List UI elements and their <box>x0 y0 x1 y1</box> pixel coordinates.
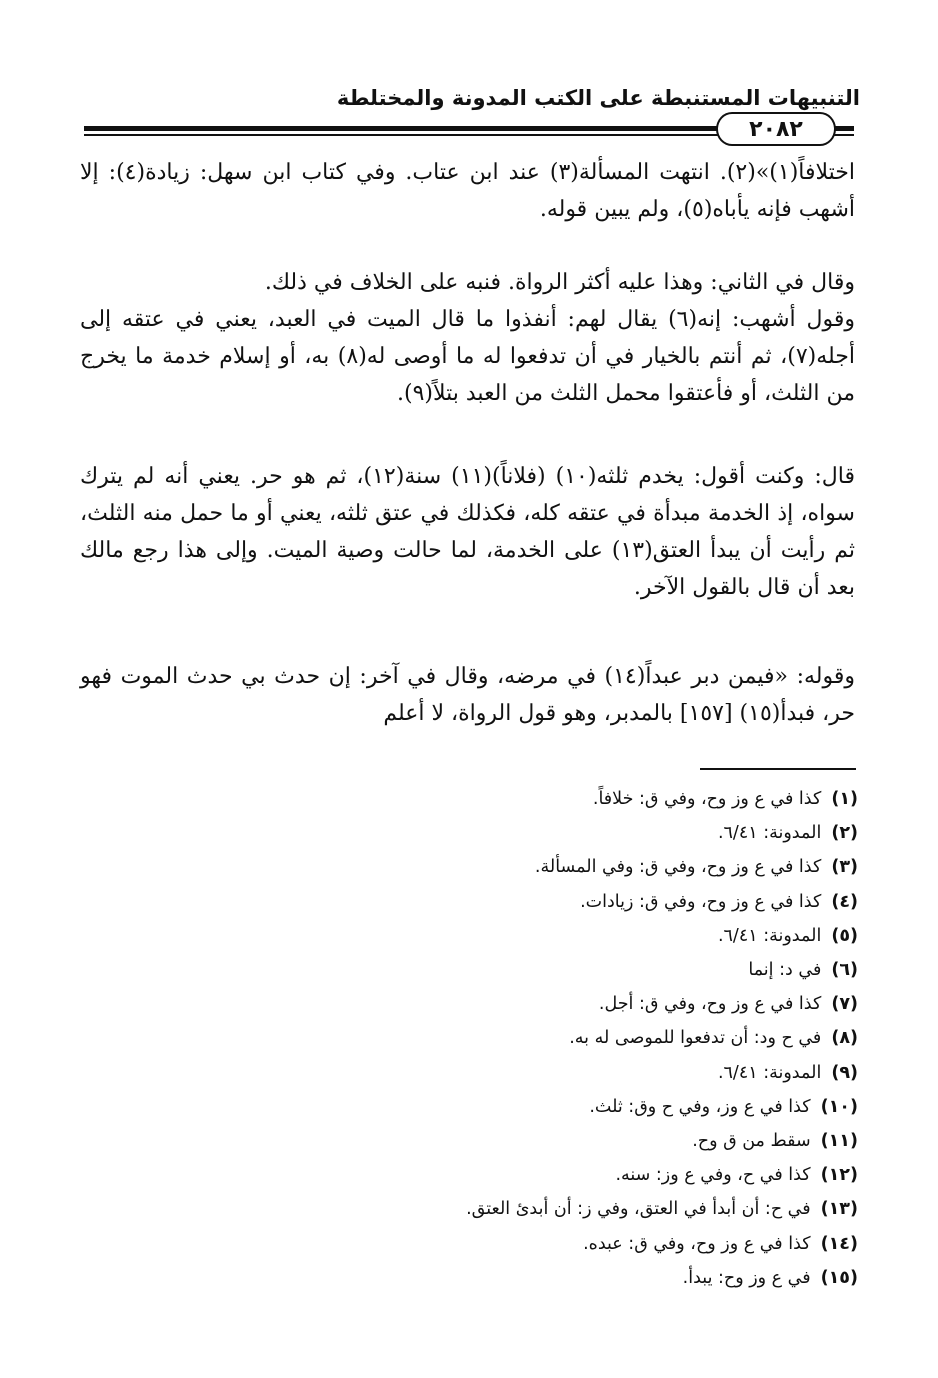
footnote: (١)كذا في ع وز وح، وفي ق: خلافاً. <box>592 789 858 809</box>
footnote: (٨)في ح ود: أن تدفعوا للموصى له به. <box>569 1028 858 1049</box>
paragraph-text: قال: وكنت أقول: يخدم ثلثه(١٠) (فلاناً)(١١) سنة(١٢)، ثم هو حر. يعني أنه لم يترك سواه، إذ الخدمة مبدأة في عتقه كله، فكذلك في عتق ثلثه، يعني أو ما حمل منه الثلث، ثم رأيت أن يبدأ العتق(١٣) على الخدمة، لما حالت وصية الميت. وإلى هذا رجع مالك بعد أن قال بالقول الآخر. <box>80 464 856 600</box>
paragraph-text: وقول أشهب: إنه(٦) يقال لهم: أنفذوا ما قال الميت في العبد، يعني في عتقه إلى أجله(٧)، ثم أنتم بالخيار في أن تدفعوا له ما أوصى له(٨) به، أو إسلام خدمة ما يخرج من الثلث، أو فأعتقوا محمل الثلث من العبد بتلاً(٩). <box>80 307 856 406</box>
page-number: ٢٠٨٢ <box>716 112 836 146</box>
footnote: (٩)المدونة: ٦/٤١. <box>717 1062 858 1083</box>
paragraph-3 <box>80 458 855 606</box>
footnote: (١٣)في ح: أن أبدأ في العتق، وفي ز: أن أبدئ العتق. <box>466 1199 858 1220</box>
paragraph-text: وقال في الثاني: وهذا عليه أكثر الرواة. فنبه على الخلاف في ذلك. <box>264 270 855 295</box>
footnote: (٥)المدونة: ٦/٤١. <box>717 925 858 946</box>
footnote: (٦)في د: إنما <box>748 960 858 981</box>
paragraph-1 <box>80 154 855 228</box>
footnotes <box>340 782 858 1295</box>
paragraph-2 <box>80 264 855 412</box>
footnote-separator <box>700 768 856 770</box>
paragraph-4 <box>80 658 855 732</box>
footnote: (١٠)كذا في ع وز، وفي ح وق: ثلث. <box>589 1096 858 1117</box>
footnote: (٣)كذا في ع وز وح، وفي ق: وفي المسألة. <box>534 857 858 878</box>
footnote: (٤)كذا في ع وز وح، وفي ق: زيادات. <box>580 891 858 912</box>
footnote: (٢)المدونة: ٦/٤١. <box>717 823 858 844</box>
footnote: (١٤)كذا في ع وز وح، وفي ق: عبده. <box>583 1233 858 1254</box>
running-title: التنبيهات المستنبطة على الكتب المدونة والمختلطة <box>336 86 860 110</box>
footnote: (١٢)كذا في ح، وفي ع وز: سنه. <box>615 1165 858 1186</box>
paragraph-text: وقوله: «فيمن دبر عبداً(١٤) في مرضه، وقال في آخر: إن حدث بي حدث الموت فهو حر، فبدأ(١٥) [١٥٧] بالمدبر، وهو قول الرواة، لا أعلم <box>80 664 855 726</box>
footnote: (٧)كذا في ع وز وح، وفي ق: أجل. <box>598 994 858 1015</box>
paragraph-text: اختلافاً(١)»(٢). انتهت المسألة(٣) عند ابن عتاب. وفي كتاب ابن سهل: زيادة(٤): إلا أشهب فإنه يأباه(٥)، ولم يبين قوله. <box>80 160 855 222</box>
footnote: (١٥)في ع وز وح: يبدأ. <box>682 1267 858 1288</box>
footnote: (١١)سقط من ق وح. <box>692 1131 858 1152</box>
